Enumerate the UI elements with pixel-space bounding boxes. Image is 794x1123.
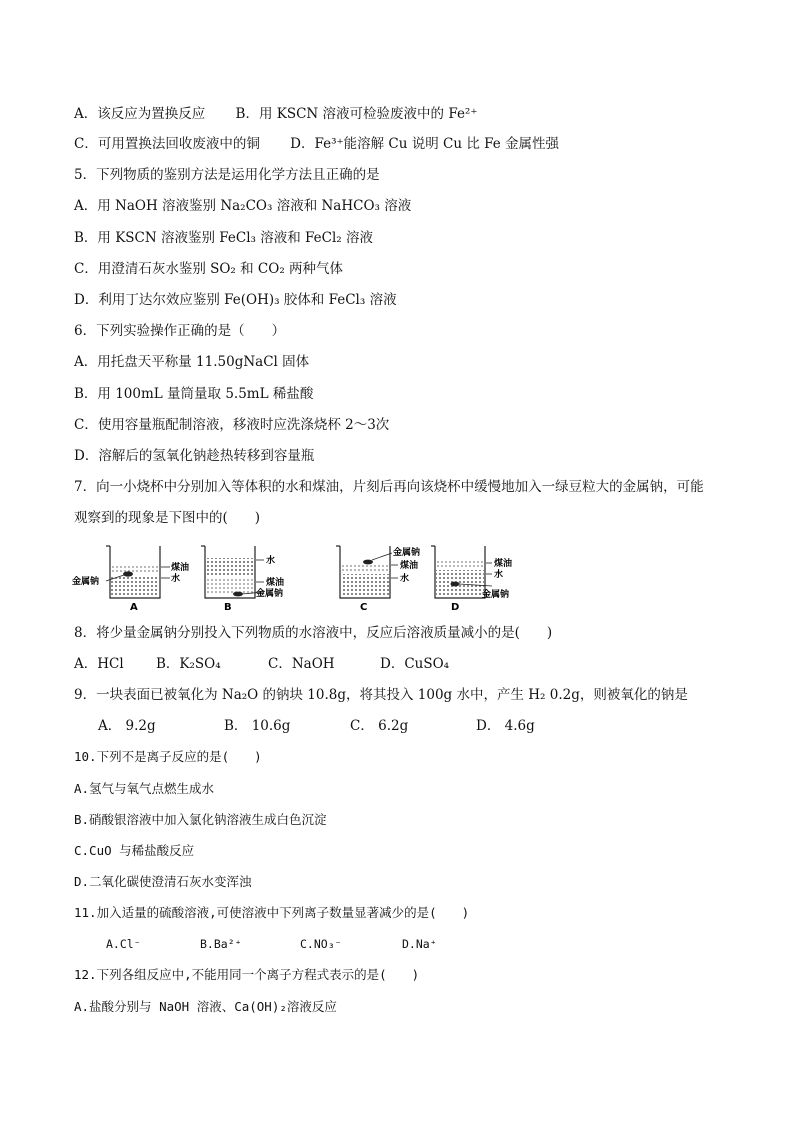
beaker-a-label-1: 煤油 bbox=[171, 563, 190, 573]
q10-option-b: B.硝酸银溶液中加入氯化钠溶液生成白色沉淀 bbox=[74, 812, 327, 827]
q5-option-d: D．利用丁达尔效应鉴别 Fe(OH)₃ 胶体和 FeCl₃ 溶液 bbox=[74, 292, 397, 308]
q11-option-d: D.Na⁺ bbox=[402, 937, 437, 951]
beaker-a-label-3: 金属钠 bbox=[72, 577, 100, 587]
q7-stem-line-2: 观察到的现象是下图中的( ) bbox=[74, 510, 261, 526]
q4-option-b: B．用 KSCN 溶液可检验废液中的 Fe²⁺ bbox=[235, 106, 478, 122]
beaker-c-letter: C bbox=[360, 602, 368, 612]
beaker-c-label-2: 煤油 bbox=[400, 561, 419, 571]
q9-options bbox=[98, 717, 535, 735]
q10-stem: 10.下列不是离子反应的是( ) bbox=[74, 749, 262, 764]
q10-option-d: D.二氧化碳使澄清石灰水变浑浊 bbox=[74, 874, 252, 889]
q9-option-a: A． 9.2g bbox=[98, 718, 156, 734]
q7-beaker-figure bbox=[70, 540, 530, 612]
q9-option-d: D． 4.6g bbox=[476, 718, 535, 734]
q9-option-b: B． 10.6g bbox=[224, 718, 291, 734]
q7-stem-line-1: 7．向一小烧杯中分别加入等体积的水和煤油，片刻后再向该烧杯中缓慢地加入一绿豆粒大的金属钠，可能 bbox=[74, 479, 704, 495]
beaker-b bbox=[201, 546, 284, 612]
q4-option-row-2 bbox=[74, 135, 559, 153]
q11-stem: 11.加入适量的硫酸溶液,可使溶液中下列离子数量显著减少的是( ) bbox=[74, 905, 470, 920]
q4-option-row-1 bbox=[74, 105, 477, 123]
q9-option-c: C． 6.2g bbox=[350, 718, 409, 734]
q8-options bbox=[74, 655, 449, 673]
q6-stem: 6．下列实验操作正确的是（ ） bbox=[74, 323, 286, 339]
q6-option-d: D．溶解后的氢氧化钠趁热转移到容量瓶 bbox=[74, 448, 315, 464]
q9-stem: 9．一块表面已被氧化为 Na₂O 的钠块 10.8g，将其投入 100g 水中，产生 H₂ 0.2g，则被氧化的钠是 bbox=[74, 687, 688, 703]
q11-option-a: A.Cl⁻ bbox=[106, 937, 141, 951]
q5-stem: 5．下列物质的鉴别方法是运用化学方法且正确的是 bbox=[74, 167, 380, 183]
beaker-c bbox=[336, 546, 420, 612]
beaker-b-label-2: 煤油 bbox=[266, 578, 285, 588]
q8-option-a: A．HCl bbox=[74, 656, 124, 672]
q6-option-a: A．用托盘天平称量 11.50gNaCl 固体 bbox=[74, 354, 310, 370]
beaker-d bbox=[431, 546, 512, 612]
q10-option-c: C.CuO 与稀盐酸反应 bbox=[74, 843, 195, 858]
q6-option-b: B．用 100mL 量筒量取 5.5mL 稀盐酸 bbox=[74, 386, 314, 402]
q8-option-d: D．CuSO₄ bbox=[380, 656, 450, 672]
q10-option-a: A.氢气与氧气点燃生成水 bbox=[74, 781, 215, 796]
q5-option-c: C．用澄清石灰水鉴别 SO₂ 和 CO₂ 两种气体 bbox=[74, 261, 344, 277]
beaker-a-letter: A bbox=[130, 602, 138, 612]
q4-option-c: C．可用置换法回收废液中的铜 bbox=[74, 136, 260, 152]
q12-option-a: A.盐酸分别与 NaOH 溶液、Ca(OH)₂溶液反应 bbox=[74, 999, 337, 1014]
beaker-d-letter: D bbox=[451, 602, 460, 612]
beaker-b-label-3: 金属钠 bbox=[256, 589, 284, 599]
q11-option-c: C.NO₃⁻ bbox=[300, 937, 342, 951]
q5-option-a: A．用 NaOH 溶液鉴别 Na₂CO₃ 溶液和 NaHCO₃ 溶液 bbox=[74, 198, 412, 214]
q11-options bbox=[106, 935, 437, 953]
q8-stem: 8．将少量金属钠分别投入下列物质的水溶液中，反应后溶液质量减小的是( ) bbox=[74, 625, 553, 641]
q4-option-a: A．该反应为置换反应 bbox=[74, 106, 206, 122]
beaker-d-label-3: 金属钠 bbox=[482, 590, 510, 600]
beaker-d-label-2: 水 bbox=[494, 570, 504, 580]
q4-option-d: D．Fe³⁺能溶解 Cu 说明 Cu 比 Fe 金属性强 bbox=[290, 136, 560, 152]
q8-option-c: C．NaOH bbox=[268, 656, 335, 672]
beaker-c-label-1: 金属钠 bbox=[393, 548, 421, 558]
q12-stem: 12.下列各组反应中,不能用同一个离子方程式表示的是( ) bbox=[74, 967, 420, 982]
beaker-d-label-1: 煤油 bbox=[494, 559, 513, 569]
beaker-b-label-1: 水 bbox=[266, 556, 276, 566]
q6-option-c: C．使用容量瓶配制溶液，移液时应洗涤烧杯 2～3次 bbox=[74, 417, 390, 433]
beaker-a-label-2: 水 bbox=[171, 574, 181, 584]
beaker-a bbox=[72, 546, 189, 612]
q11-option-b: B.Ba²⁺ bbox=[200, 937, 242, 951]
q8-option-b: B．K₂SO₄ bbox=[156, 656, 221, 672]
beaker-c-label-3: 水 bbox=[400, 574, 410, 584]
beaker-b-letter: B bbox=[224, 602, 232, 612]
q5-option-b: B．用 KSCN 溶液鉴别 FeCl₃ 溶液和 FeCl₂ 溶液 bbox=[74, 230, 373, 246]
